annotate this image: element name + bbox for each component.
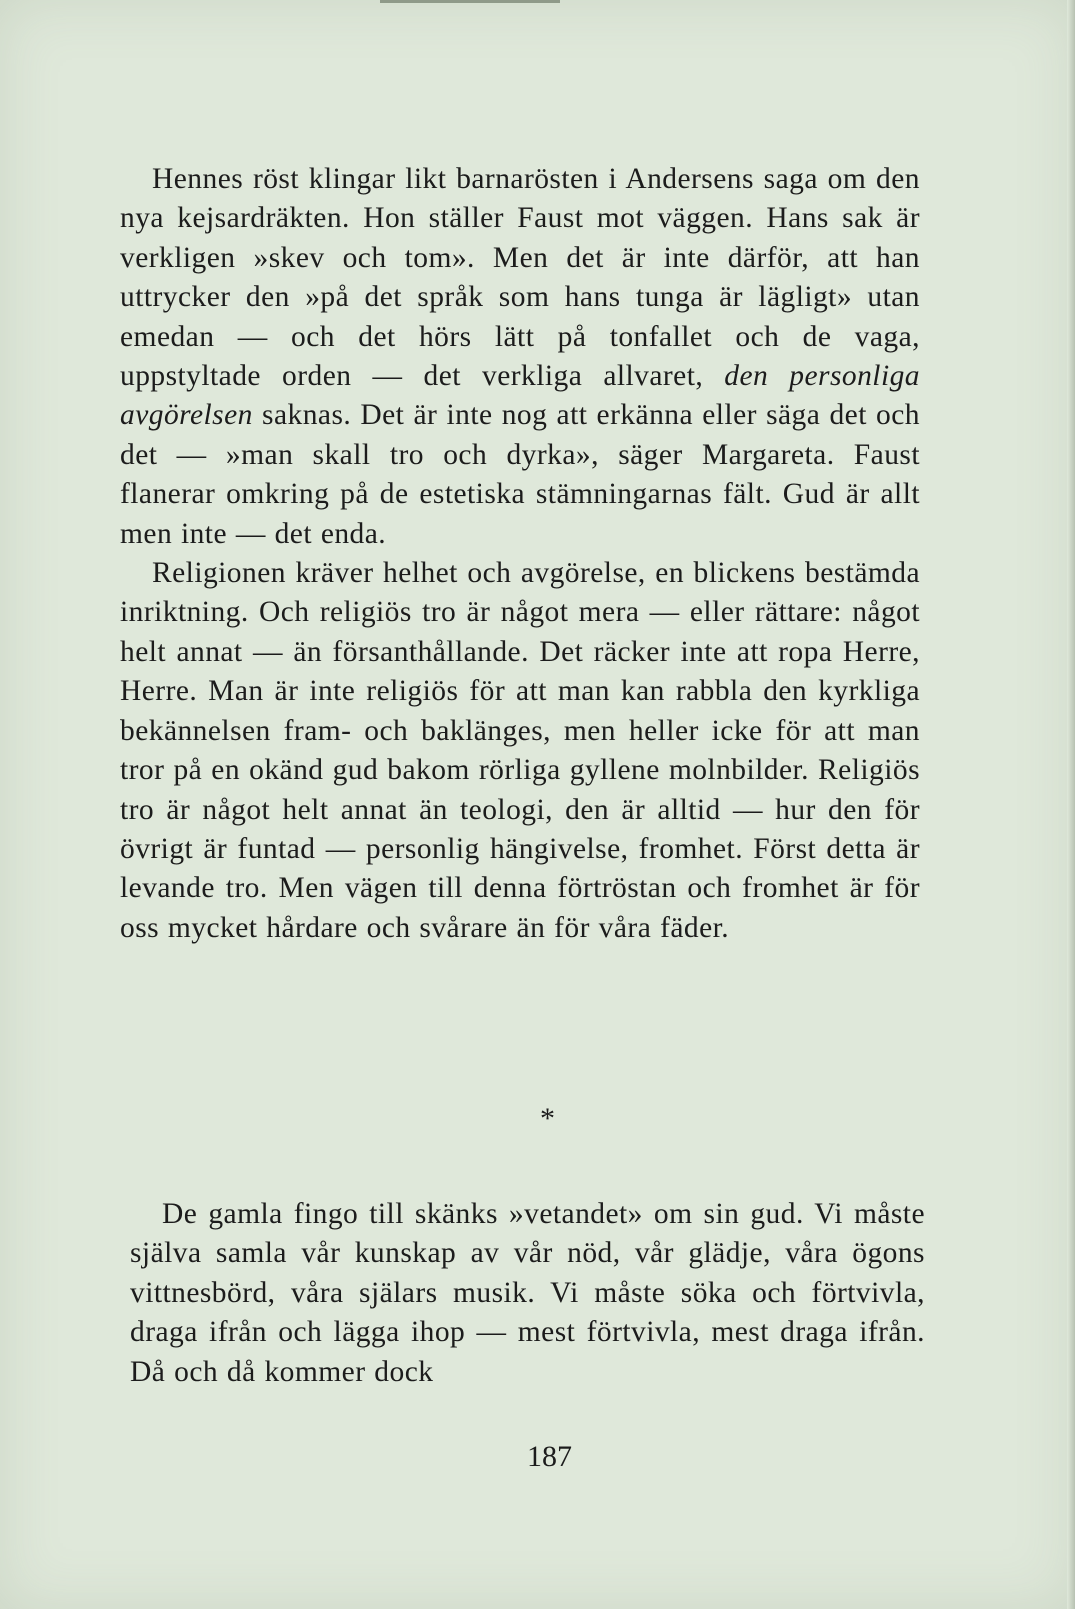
italic-phrase: den personliga avgörelsen: [120, 360, 920, 432]
page-edge: [1067, 0, 1075, 1609]
paragraph-2: Religionen kräver helhet och avgörelse, en blickens bestämda inriktning. Och religiös tro är något mera — eller rättare: något helt annat — än försanthållande. Det räcker inte att ropa Herre, Herre. Man är inte religiös för att man kan rabbla den kyrkliga bekännelsen fram- och baklänges, men heller icke för att man tror på en okänd gud bakom rörliga gyllene molnbilder. Religiös tro är något helt annat än teologi, den är alltid — hur den för övrigt är funtad — personlig hängivelse, fromhet. Först detta är levande tro. Men vägen till denna förtröstan och fromhet är för oss mycket hårdare och svårare än för våra fäder.: [120, 557, 920, 944]
paragraph-3: De gamla fingo till skänks »vetandet» om sin gud. Vi måste själva samla vår kunskap av vår nöd, vår glädje, våra ögons vittnesbörd, våra själars musik. Vi måste söka och förtvivla, draga ifrån och lägga ihop — mest förtvivla, mest draga ifrån. Då och då kommer dock: [130, 1198, 925, 1388]
paragraph-1: Hennes röst klingar likt barnarösten i Andersens saga om den nya kejsardräkten. Hon ställer Faust mot väggen. Hans sak är verkligen »skev och tom». Men det är inte därför, att han uttrycker den »på det språk som hans tunga är lägligt» utan emedan — och det hörs lätt på tonfallet och de vaga, uppstyltade orden — det verkliga allvaret, den personliga avgörelsen saknas. Det är inte nog att erkänna eller säga det och det — »man skall tro och dyrka», säger Margareta. Faust flanerar omkring på de estetiska stämningarnas fält. Gud är allt men inte — det enda.: [120, 163, 920, 550]
main-text-block: [120, 160, 920, 948]
second-text-block: [130, 1195, 925, 1392]
section-separator: *: [540, 1102, 555, 1135]
page-number: 187: [527, 1440, 572, 1473]
binding-mark: [380, 0, 560, 3]
